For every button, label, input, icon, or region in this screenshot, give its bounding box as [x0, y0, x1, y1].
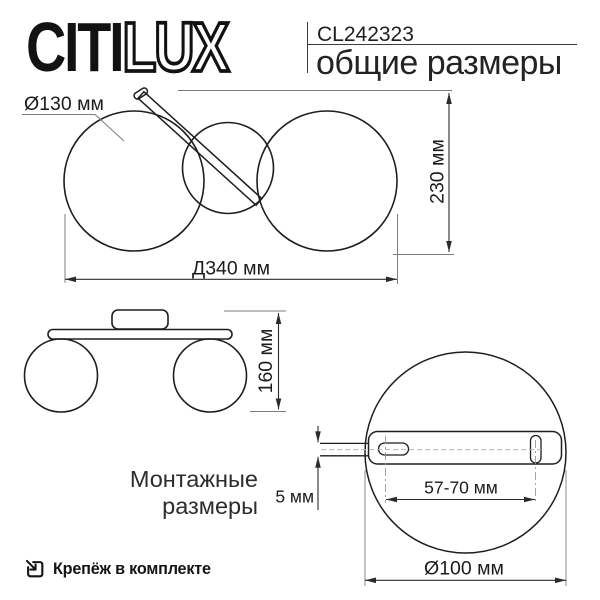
side-view-drawing — [25, 310, 247, 412]
footer-note — [24, 557, 211, 581]
right-shade-side — [174, 339, 247, 412]
mounting-caption-line2: размеры — [162, 492, 258, 519]
product-code: CL242323 — [317, 23, 414, 46]
dim-label-body-height: 160 мм — [255, 328, 277, 394]
arrow-into-box-icon — [24, 558, 46, 580]
dim-label-plate-thickness: 5 мм — [275, 486, 314, 507]
diameter-leader-line — [22, 115, 124, 142]
page-subtitle: общие размеры — [316, 44, 562, 82]
logo-text-solid: CITI — [26, 9, 123, 87]
slot-horizontal — [379, 443, 409, 455]
dim-label-shade-diameter: Ø130 мм — [24, 93, 104, 115]
mounting-caption-line1: Монтажные — [129, 466, 258, 492]
dim-label-plate-diameter: Ø100 мм — [424, 557, 504, 580]
stem-end-cap — [133, 87, 149, 100]
mounting-bar — [48, 330, 232, 340]
footer-note-text: Крепёж в комплекте — [53, 559, 211, 578]
mounting-view-drawing — [320, 352, 566, 553]
canopy-box — [112, 310, 168, 329]
right-shade-circle — [257, 111, 397, 251]
side-view-dimensions — [224, 311, 286, 412]
general-view-dimensions — [22, 91, 454, 285]
stem-rod — [138, 92, 262, 206]
logo-text-outline: LUX — [122, 9, 228, 87]
dim-label-slot-spacing: 57-70 мм — [424, 477, 498, 498]
mounting-caption — [60, 466, 258, 519]
dim-label-overall-width: Д340 мм — [192, 257, 270, 280]
left-shade-side — [25, 339, 98, 412]
general-view-drawing — [64, 87, 397, 251]
left-shade-circle — [64, 111, 204, 251]
dim-label-overall-height: 230 мм — [426, 139, 449, 204]
